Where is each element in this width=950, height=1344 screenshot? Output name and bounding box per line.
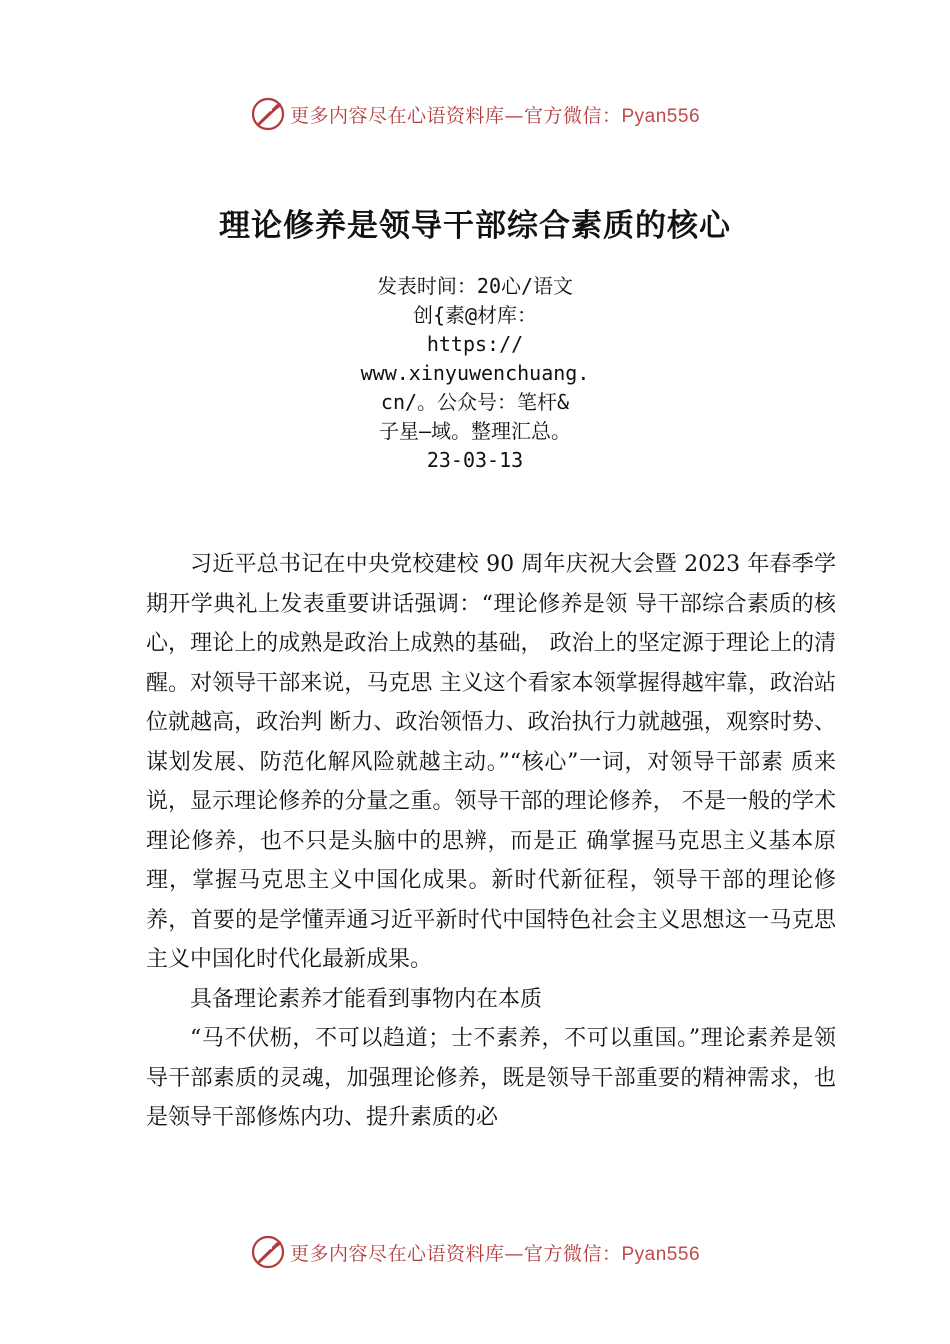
article-meta <box>325 272 625 475</box>
body-paragraph: 习近平总书记在中央党校建校 90 周年庆祝大会暨 2023 年春季学期开学典礼上发表重要讲话强调：“理论修养是领 导干部综合素质的核心，理论上的成熟是政治上成熟的基础， 政治上的坚定源于理论上的清醒。对领导干部来说，马克思 主义这个看家本领掌握得越牢靠，政治站位就越高，政治判 断力、政治领悟力、政治执行力就越强，观察时势、谋划发展、防范化解风险就越主动。”“核心”一词，对领导干部素 质来说，显示理论修养的分量之重。领导干部的理论修养， 不是一般的学术理论修养，也不只是头脑中的思辨，而是正 确掌握马克思主义基本原理，掌握马克思主义中国化成果。新时代新征程，领导干部的理论修养，首要的是学懂弄通习近平新时代中国特色社会主义思想这一马克思主义中国化时代化最新成果。 <box>146 552 836 972</box>
wechat-id: Pyan556 <box>621 105 701 127</box>
wechat-id: Pyan556 <box>621 1243 701 1265</box>
quill-pen-logo-icon <box>250 1234 286 1270</box>
header-banner <box>0 94 950 134</box>
meta-line: www.xinyuwenchuang. <box>360 361 590 385</box>
footer-banner-text: 更多内容尽在心语资料库—官方微信：Pyan556 <box>289 1242 701 1265</box>
article-body <box>146 545 836 1138</box>
meta-line: 23-03-13 <box>426 448 524 472</box>
footer-banner <box>0 1232 950 1272</box>
meta-line: 子星—域。整理汇总。 <box>378 419 572 443</box>
section-subheading: 具备理论素养才能看到事物内在本质 <box>190 986 543 1012</box>
meta-line: 创{素@材库： <box>412 303 538 327</box>
meta-line: cn/。公众号：笔杆& <box>380 390 570 414</box>
meta-line: https:// <box>426 332 524 356</box>
quill-pen-logo-icon <box>250 96 286 132</box>
header-banner-text: 更多内容尽在心语资料库—官方微信：Pyan556 <box>289 104 701 127</box>
body-paragraph: “马不伏枥，不可以趋道；士不素养，不可以重国。”理论素养是领导干部素质的灵魂，加强理论修养，既是领导干部重要的精神需求，也是领导干部修炼内功、提升素质的必 <box>146 1026 836 1130</box>
page-title: 理论修养是领导干部综合素质的核心 <box>219 208 731 244</box>
meta-line: 发表时间：20心/语文 <box>376 274 574 298</box>
